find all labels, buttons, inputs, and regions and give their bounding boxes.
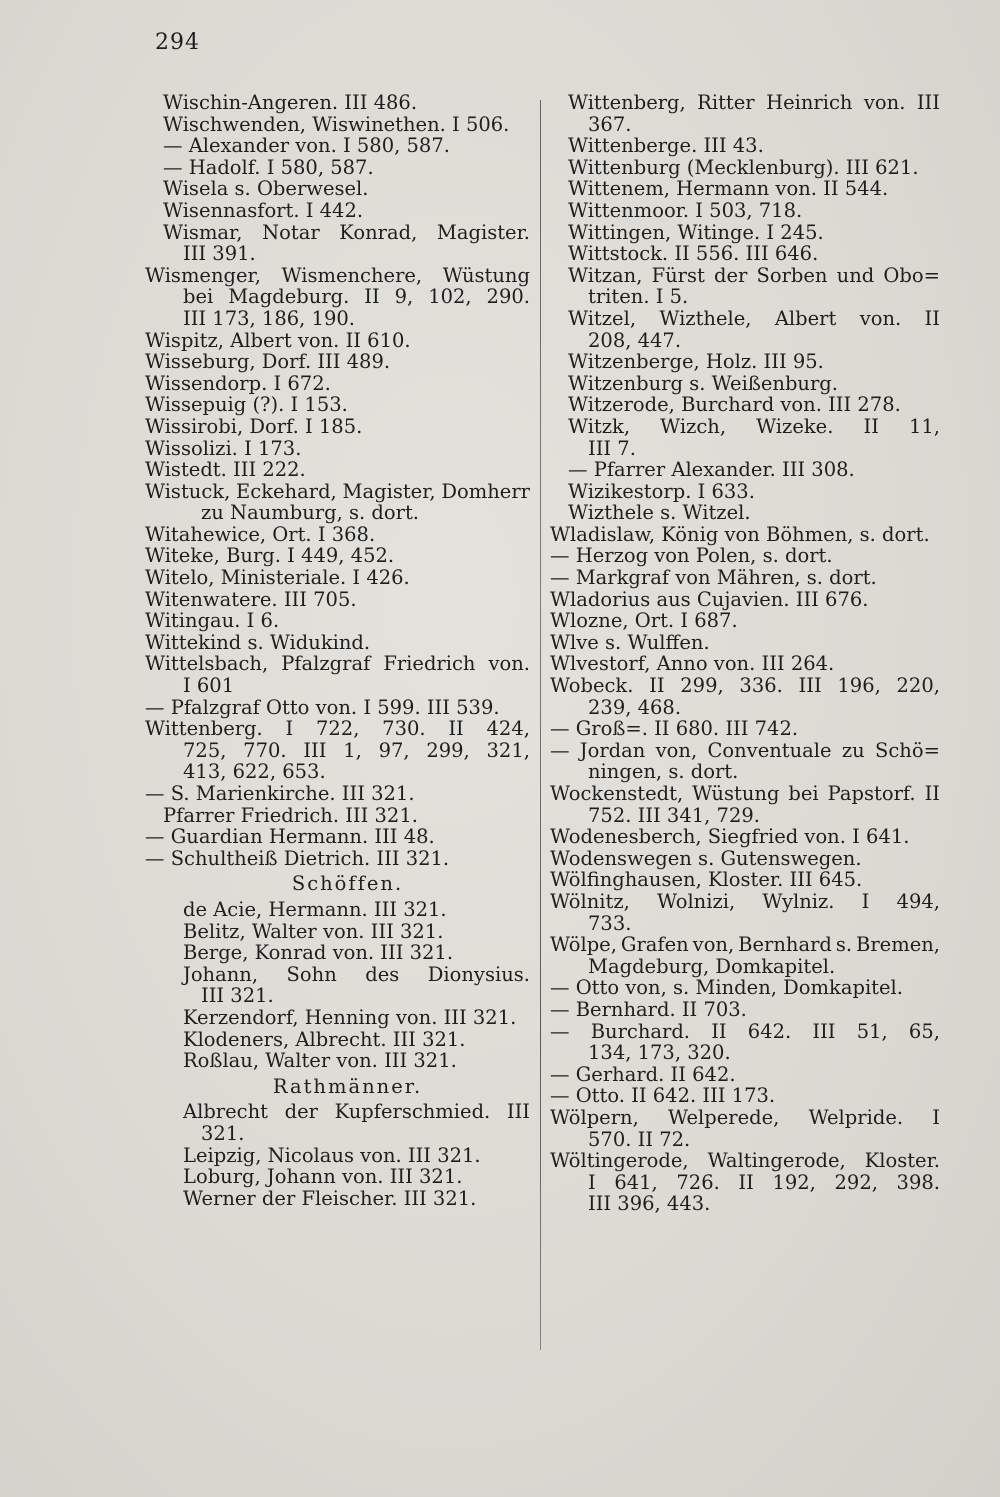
- section-heading: Rathmänner.: [272, 1074, 423, 1098]
- index-entry-line: Wissirobi, Dorf. I 185.: [145, 414, 363, 438]
- index-entry-line: Wissepuig (?). I 153.: [145, 393, 348, 417]
- index-entry-line: Wittenburg (Mecklenburg). III 621.: [568, 155, 919, 179]
- index-entry-line: Wittenmoor. I 503, 718.: [568, 198, 803, 222]
- index-entry-line: Pfarrer Friedrich. III 321.: [163, 803, 418, 827]
- index-entry-line: Leipzig, Nicolaus von. III 321.: [183, 1143, 481, 1167]
- index-entry-line: Wisela s. Oberwesel.: [163, 177, 369, 201]
- index-entry-line: Witahewice, Ort. I 368.: [145, 522, 376, 546]
- index-entry-line: Wischwenden, Wiswinethen. I 506.: [163, 112, 510, 136]
- index-entry-line: Wladislaw, König von Böhmen, s. dort.: [550, 522, 930, 546]
- index-entry-line: Belitz, Walter von. III 321.: [183, 919, 444, 943]
- index-entry-line: zu Naumburg, s. dort.: [201, 501, 419, 525]
- index-entry-line: III 7.: [588, 436, 636, 460]
- index-entry-line: Wittenberg, Ritter Heinrich von. III: [568, 91, 940, 114]
- index-entry-line: Albrecht der Kupferschmied. III: [183, 1100, 530, 1124]
- index-entry-line: I 641, 726. II 192, 292, 398.: [588, 1170, 940, 1194]
- index-entry-line: III 391.: [183, 242, 256, 266]
- index-entry-line: Wittekind s. Widukind.: [145, 630, 371, 654]
- index-entry-line: — Hadolf. I 580, 587.: [163, 155, 374, 179]
- index-entry-line: Wockenstedt, Wüstung bei Papstorf. II: [550, 782, 940, 805]
- index-entry-line: — Alexander von. I 580, 587.: [163, 134, 450, 158]
- index-entry-line: Wizthele s. Witzel.: [568, 501, 751, 525]
- index-entry-line: bei Magdeburg. II 9, 102, 290.: [183, 285, 530, 309]
- index-entry-line: Wöltingerode, Waltingerode, Kloster.: [550, 1149, 940, 1173]
- index-entry-line: Wittingen, Witinge. I 245.: [568, 220, 824, 244]
- index-entry-line: Magdeburg, Domkapitel.: [588, 954, 836, 978]
- index-entry-line: — Groß=. II 680. III 742.: [550, 717, 799, 741]
- index-entry-line: Witzenburg s. Weißenburg.: [568, 371, 838, 395]
- index-entry-line: Witzenberge, Holz. III 95.: [568, 350, 824, 374]
- index-entry-line: III 396, 443.: [588, 1192, 711, 1216]
- index-entry-line: — Otto von, s. Minden, Domkapitel.: [550, 976, 903, 1000]
- index-entry-line: Wittenberge. III 43.: [568, 134, 764, 158]
- index-entry-line: 208, 447.: [588, 328, 682, 352]
- index-entry-line: 725, 770. III 1, 97, 299, 321,: [183, 738, 530, 762]
- index-entry-line: Loburg, Johann von. III 321.: [183, 1165, 463, 1189]
- index-entry-line: Wölfinghausen, Kloster. III 645.: [550, 868, 863, 892]
- column-divider: [540, 100, 541, 1350]
- index-entry-line: de Acie, Hermann. III 321.: [183, 897, 447, 921]
- index-entry-line: Roßlau, Walter von. III 321.: [183, 1049, 457, 1073]
- index-entry-line: Witelo, Ministeriale. I 426.: [145, 566, 410, 590]
- index-entry-line: Wölpe, Grafen von, Bernhard s. Bremen,: [550, 933, 940, 957]
- index-entry-line: I 601: [183, 674, 235, 698]
- index-entry-line: Wittenberg. I 722, 730. II 424,: [145, 717, 530, 741]
- index-entry-line: — Jordan von, Conventuale zu Schö=: [550, 738, 940, 762]
- index-entry-line: 733.: [588, 911, 632, 935]
- index-entry-line: Wizikestorp. I 633.: [568, 479, 755, 503]
- index-entry-line: 321.: [201, 1121, 245, 1145]
- index-entry-line: Wissendorp. I 672.: [145, 371, 331, 395]
- index-entry-line: 239, 468.: [588, 695, 682, 719]
- index-entry-line: Wlozne, Ort. I 687.: [550, 609, 738, 633]
- index-entry-line: Wodenesberch, Siegfried von. I 641.: [550, 825, 910, 849]
- index-entry-line: — Pfalzgraf Otto von. I 599. III 539.: [145, 695, 500, 719]
- index-entry-line: Wobeck. II 299, 336. III 196, 220,: [550, 674, 940, 698]
- index-entry-line: 752. III 341, 729.: [588, 803, 760, 827]
- index-entry-line: — Markgraf von Mähren, s. dort.: [550, 566, 877, 590]
- index-entry-line: triten. I 5.: [588, 285, 689, 309]
- index-entry-line: Wittenem, Hermann von. II 544.: [568, 177, 889, 201]
- index-entry-line: — Otto. II 642. III 173.: [550, 1084, 776, 1108]
- index-entry-line: Berge, Konrad von. III 321.: [183, 941, 454, 965]
- index-entry-line: Wissolizi. I 173.: [145, 436, 302, 460]
- index-entry-line: Wölnitz, Wolnizi, Wylniz. I 494,: [550, 889, 940, 913]
- index-entry-line: III 321.: [201, 984, 274, 1008]
- index-entry-line: Wischin-Angeren. III 486.: [163, 91, 418, 114]
- index-entry-line: Wistedt. III 222.: [145, 458, 306, 482]
- index-entry-line: Wlvestorf, Anno von. III 264.: [550, 652, 835, 676]
- index-entry-line: 134, 173, 320.: [588, 1041, 731, 1065]
- index-entry-line: Wodenswegen s. Gutenswegen.: [550, 846, 862, 870]
- index-entry-line: Witzel, Wizthele, Albert von. II: [568, 306, 940, 330]
- index-entry-line: Wismenger, Wismenchere, Wüstung: [145, 263, 530, 287]
- index-entry-line: Wispitz, Albert von. II 610.: [145, 328, 411, 352]
- section-heading: Schöffen.: [291, 872, 404, 896]
- index-entry-line: Wisseburg, Dorf. III 489.: [145, 350, 391, 374]
- index-entry-line: Witzk, Wizch, Wizeke. II 11,: [568, 414, 940, 438]
- index-entry-line: — Gerhard. II 642.: [550, 1062, 736, 1086]
- index-entry-line: III 173, 186, 190.: [183, 306, 355, 330]
- index-entry-line: Wistuck, Eckehard, Magister, Domherr: [145, 479, 530, 503]
- index-entry-line: Wisennasfort. I 442.: [163, 198, 364, 222]
- index-entry-line: Kerzendorf, Henning von. III 321.: [183, 1005, 517, 1029]
- index-entry-line: 570. II 72.: [588, 1127, 691, 1151]
- index-entry-line: Witzerode, Burchard von. III 278.: [568, 393, 901, 417]
- index-entry-line: — Pfarrer Alexander. III 308.: [568, 458, 855, 482]
- index-entry-line: — Herzog von Polen, s. dort.: [550, 544, 833, 568]
- index-entry-line: Wladorius aus Cujavien. III 676.: [550, 587, 869, 611]
- left-column: [145, 92, 530, 1209]
- index-entry-line: Witeke, Burg. I 449, 452.: [145, 544, 395, 568]
- index-entry-line: Witenwatere. III 705.: [145, 587, 357, 611]
- index-entry-line: — Guardian Hermann. III 48.: [145, 825, 435, 849]
- index-entry-line: 367.: [588, 112, 632, 136]
- index-entry-line: Wittstock. II 556. III 646.: [568, 242, 819, 266]
- index-entry-line: 413, 622, 653.: [183, 760, 326, 784]
- index-entry-line: — Burchard. II 642. III 51, 65,: [550, 1019, 940, 1043]
- index-entry-line: ningen, s. dort.: [588, 760, 739, 784]
- index-entry-line: Witzan, Fürst der Sorben und Obo=: [568, 263, 940, 287]
- index-entry-line: Johann, Sohn des Dionysius.: [183, 962, 530, 986]
- right-column: [550, 92, 940, 1215]
- index-entry-line: Witingau. I 6.: [145, 609, 280, 633]
- index-entry-line: Wismar, Notar Konrad, Magister.: [163, 220, 530, 244]
- page-number: 294: [155, 30, 200, 55]
- index-entry-line: Wlve s. Wulffen.: [550, 630, 710, 654]
- index-entry-line: Klodeners, Albrecht. III 321.: [183, 1027, 466, 1051]
- index-entry-line: — Schultheiß Dietrich. III 321.: [145, 846, 450, 870]
- index-entry-line: — Bernhard. II 703.: [550, 997, 747, 1021]
- index-entry-line: Wölpern, Welperede, Welpride. I: [550, 1105, 940, 1129]
- index-entry-line: Werner der Fleischer. III 321.: [183, 1186, 477, 1210]
- index-entry-line: Wittelsbach, Pfalzgraf Friedrich von.: [145, 652, 530, 676]
- index-entry-line: — S. Marienkirche. III 321.: [145, 782, 415, 805]
